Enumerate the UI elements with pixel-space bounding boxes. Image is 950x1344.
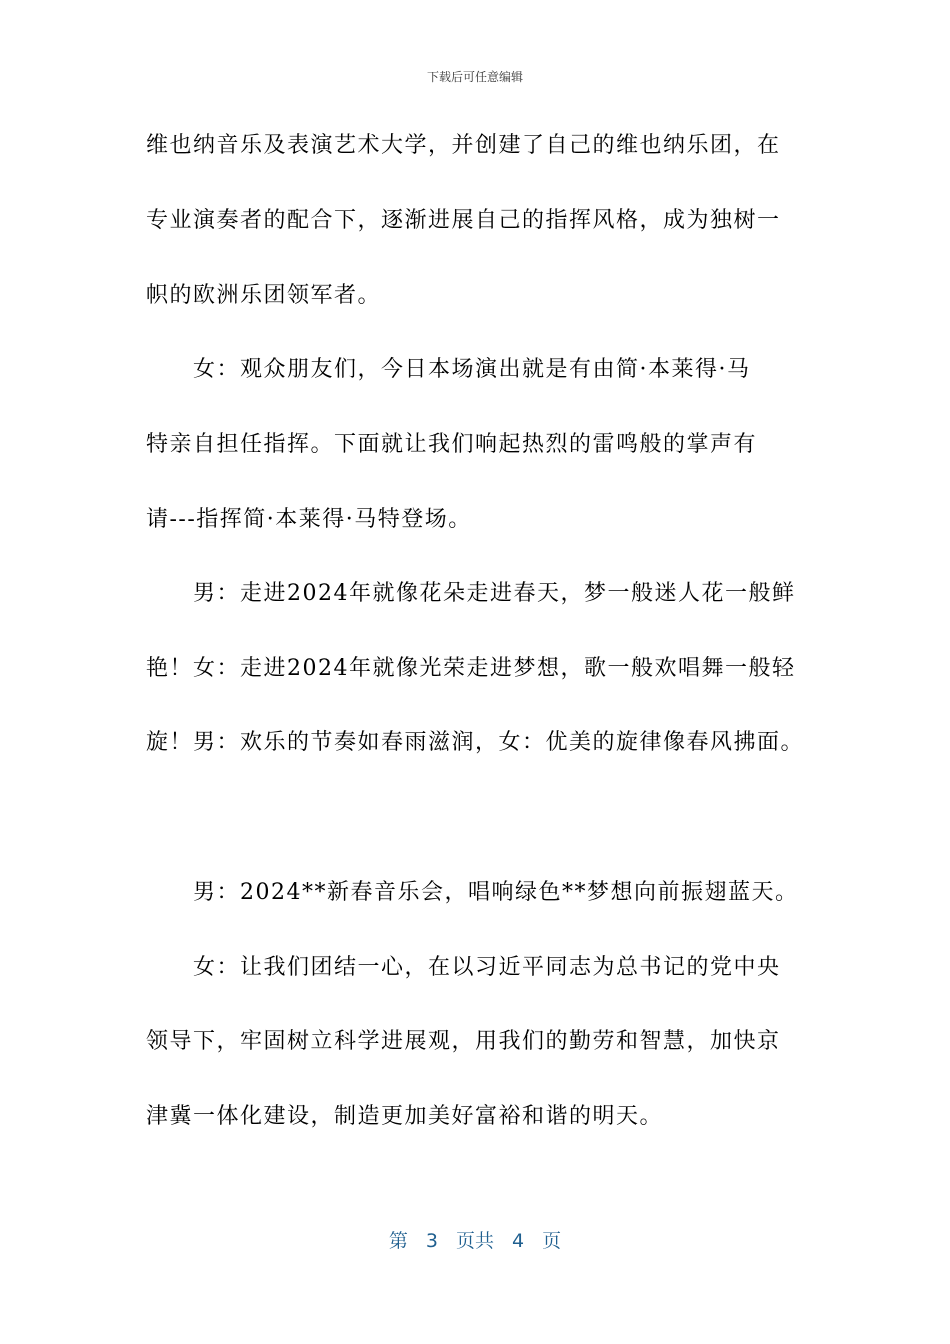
text-line-10: 男：2024**新春音乐会，唱响绿色**梦想向前振翅蓝天。 (193, 880, 799, 905)
page-label-suffix: 页 (542, 1230, 562, 1252)
text-line-9: 旋！男：欢乐的节奏如春雨滋润，女：优美的旋律像春风拂面。 (146, 730, 805, 755)
page-number-footer (0, 1226, 950, 1253)
text-line-6: 请---指挥简·本莱得·马特登场。 (146, 507, 472, 532)
current-page-number: 3 (425, 1230, 438, 1252)
text-line-11: 女：让我们团结一心，在以习近平同志为总书记的党中央 (193, 955, 781, 980)
text-line-7: 男：走进2024年就像花朵走进春天，梦一般迷人花一般鲜 (193, 581, 796, 606)
text-line-3: 帜的欧洲乐团领军者。 (146, 283, 382, 308)
text-line-13: 津冀一体化建设，制造更加美好富裕和谐的明天。 (146, 1104, 664, 1129)
page-label-prefix: 第 (388, 1230, 408, 1252)
page-label-mid: 页共 (455, 1230, 494, 1252)
text-line-2: 专业演奏者的配合下，逐渐进展自己的指挥风格，成为独树一 (146, 208, 781, 233)
text-line-8: 艳！女：走进2024年就像光荣走进梦想，歌一般欢唱舞一般轻 (146, 656, 796, 681)
header-note: 下载后可任意编辑 (426, 70, 523, 84)
total-pages-number: 4 (512, 1230, 525, 1252)
text-line-4: 女：观众朋友们，今日本场演出就是有由简·本莱得·马 (193, 357, 751, 382)
text-line-12: 领导下，牢固树立科学进展观，用我们的勤劳和智慧，加快京 (146, 1029, 781, 1054)
text-line-1: 维也纳音乐及表演艺术大学，并创建了自己的维也纳乐团，在 (146, 133, 781, 158)
text-line-5: 特亲自担任指挥。下面就让我们响起热烈的雷鸣般的掌声有 (146, 432, 758, 457)
